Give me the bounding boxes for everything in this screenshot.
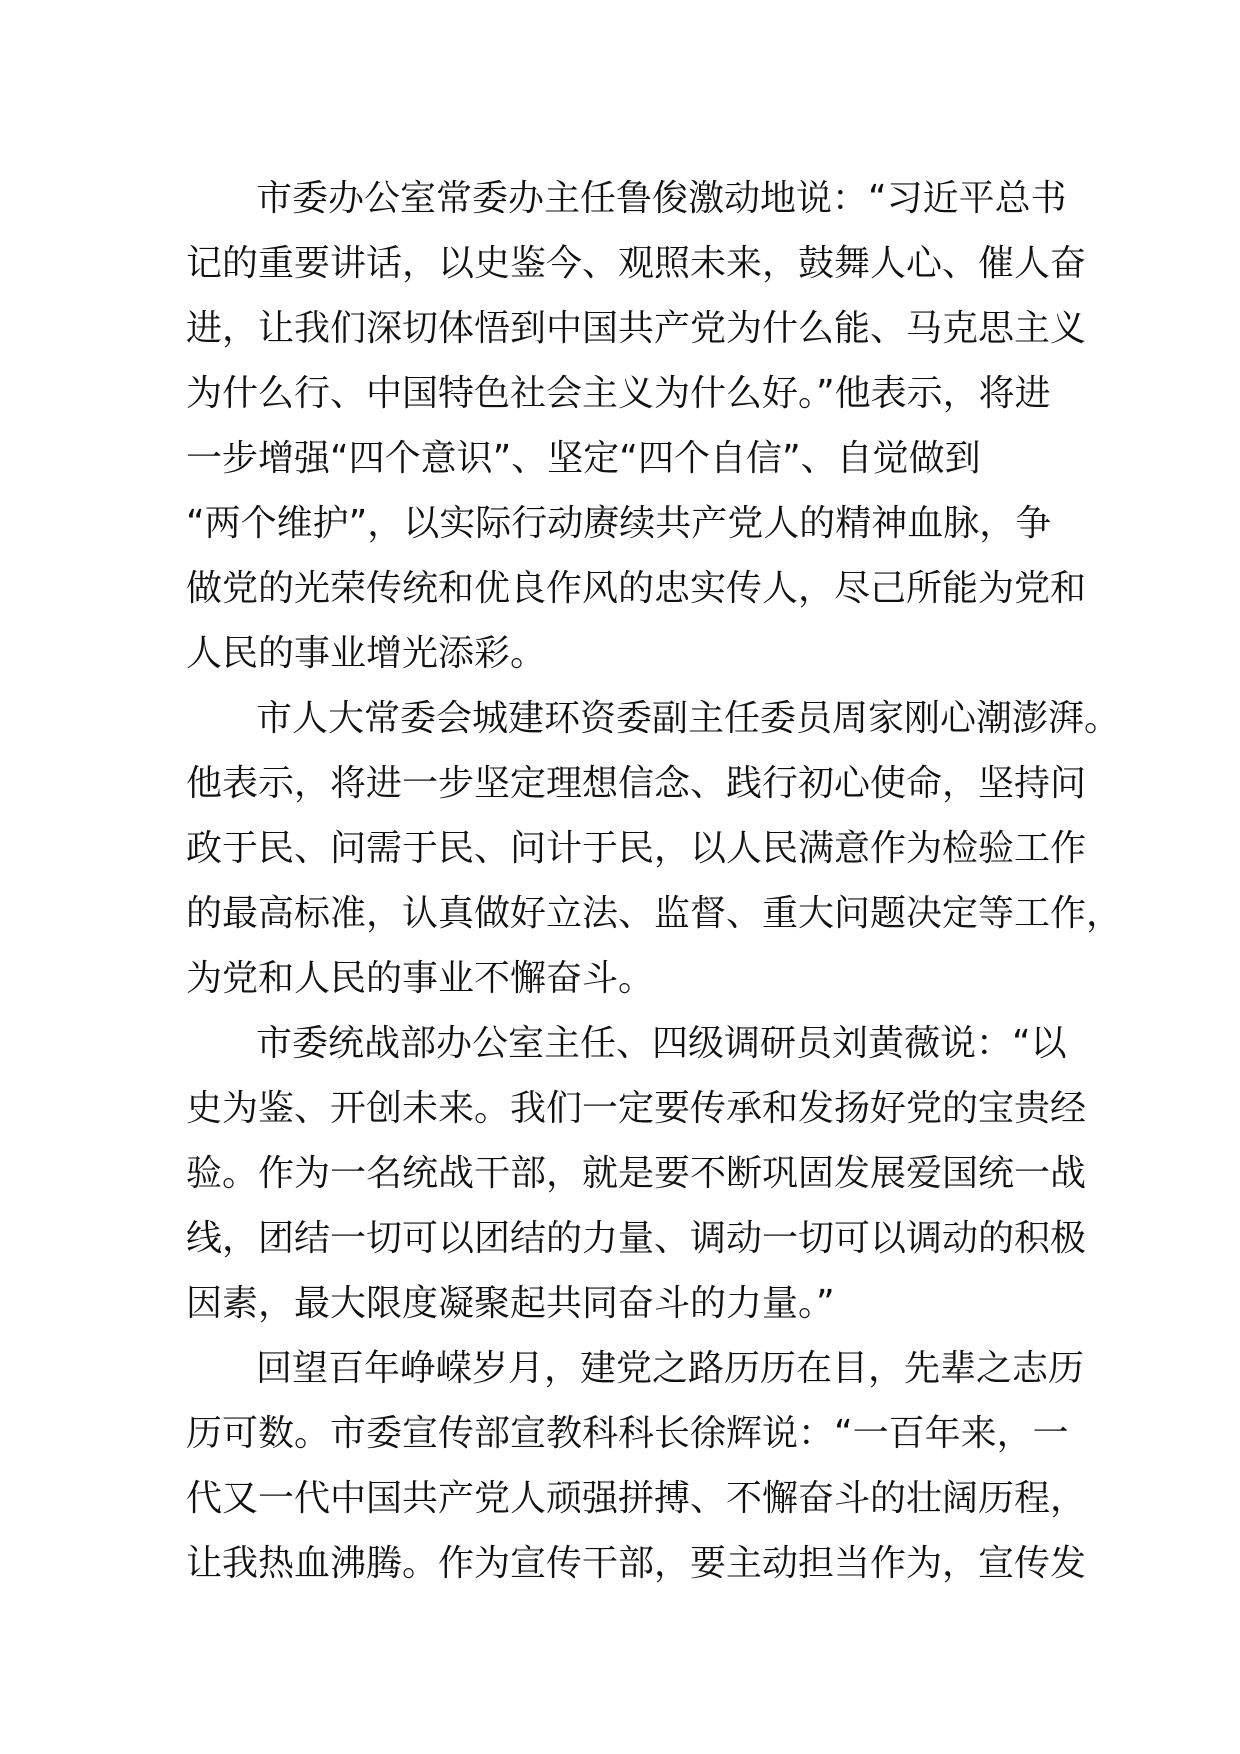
- paragraph-line: 他表示，将进一步坚定理想信念、践行初心使命，坚持问: [186, 763, 1087, 804]
- paragraph-line: 做党的光荣传统和优良作风的忠实传人，尽己所能为党和: [186, 568, 1087, 609]
- paragraph-line: 人民的事业增光添彩。: [186, 633, 547, 674]
- paragraph-line: 验。作为一名统战干部，就是要不断巩固发展爱国统一战: [186, 1153, 1087, 1194]
- paragraph-line: “两个维护”，以实际行动赓续共产党人的精神血脉，争: [186, 503, 1052, 544]
- paragraph-line: 史为鉴、开创未来。我们一定要传承和发扬好党的宝贵经: [186, 1088, 1087, 1129]
- paragraph-line: 代又一代中国共产党人顽强拼搏、不懈奋斗的壮阔历程，: [186, 1478, 1087, 1519]
- paragraph-line: 政于民、问需于民、问计于民，以人民满意作为检验工作: [186, 828, 1087, 869]
- article-body: [186, 166, 1123, 1596]
- paragraph-line: 因素，最大限度凝聚起共同奋斗的力量。”: [186, 1283, 835, 1324]
- paragraph-line: 线，团结一切可以团结的力量、调动一切可以调动的积极: [186, 1218, 1087, 1259]
- paragraph-line: 历可数。市委宣传部宣教科科长徐辉说：“一百年来，一: [186, 1413, 1069, 1454]
- paragraph-line: 为什么行、中国特色社会主义为什么好。”他表示，将进: [186, 373, 1051, 414]
- paragraph-line: 记的重要讲话，以史鉴今、观照未来，鼓舞人心、催人奋: [186, 243, 1087, 284]
- paragraph-line: 市委统战部办公室主任、四级调研员刘黄薇说：“以: [256, 1023, 1067, 1064]
- paragraph-line: 为党和人民的事业不懈奋斗。: [186, 958, 655, 999]
- paragraph-line: 市委办公室常委办主任鲁俊激动地说：“习近平总书: [256, 178, 1067, 219]
- paragraph-line: 让我热血沸腾。作为宣传干部，要主动担当作为，宣传发: [186, 1543, 1087, 1584]
- paragraph-line: 市人大常委会城建环资委副主任委员周家刚心潮澎湃。: [256, 698, 1121, 739]
- paragraph-line: 的最高标准，认真做好立法、监督、重大问题决定等工作，: [186, 893, 1123, 934]
- paragraph-line: 回望百年峥嵘岁月，建党之路历历在目，先辈之志历: [256, 1348, 1085, 1389]
- paragraph-line: 进，让我们深切体悟到中国共产党为什么能、马克思主义: [186, 308, 1087, 349]
- paragraph-line: 一步增强“四个意识”、坚定“四个自信”、自觉做到: [186, 438, 981, 479]
